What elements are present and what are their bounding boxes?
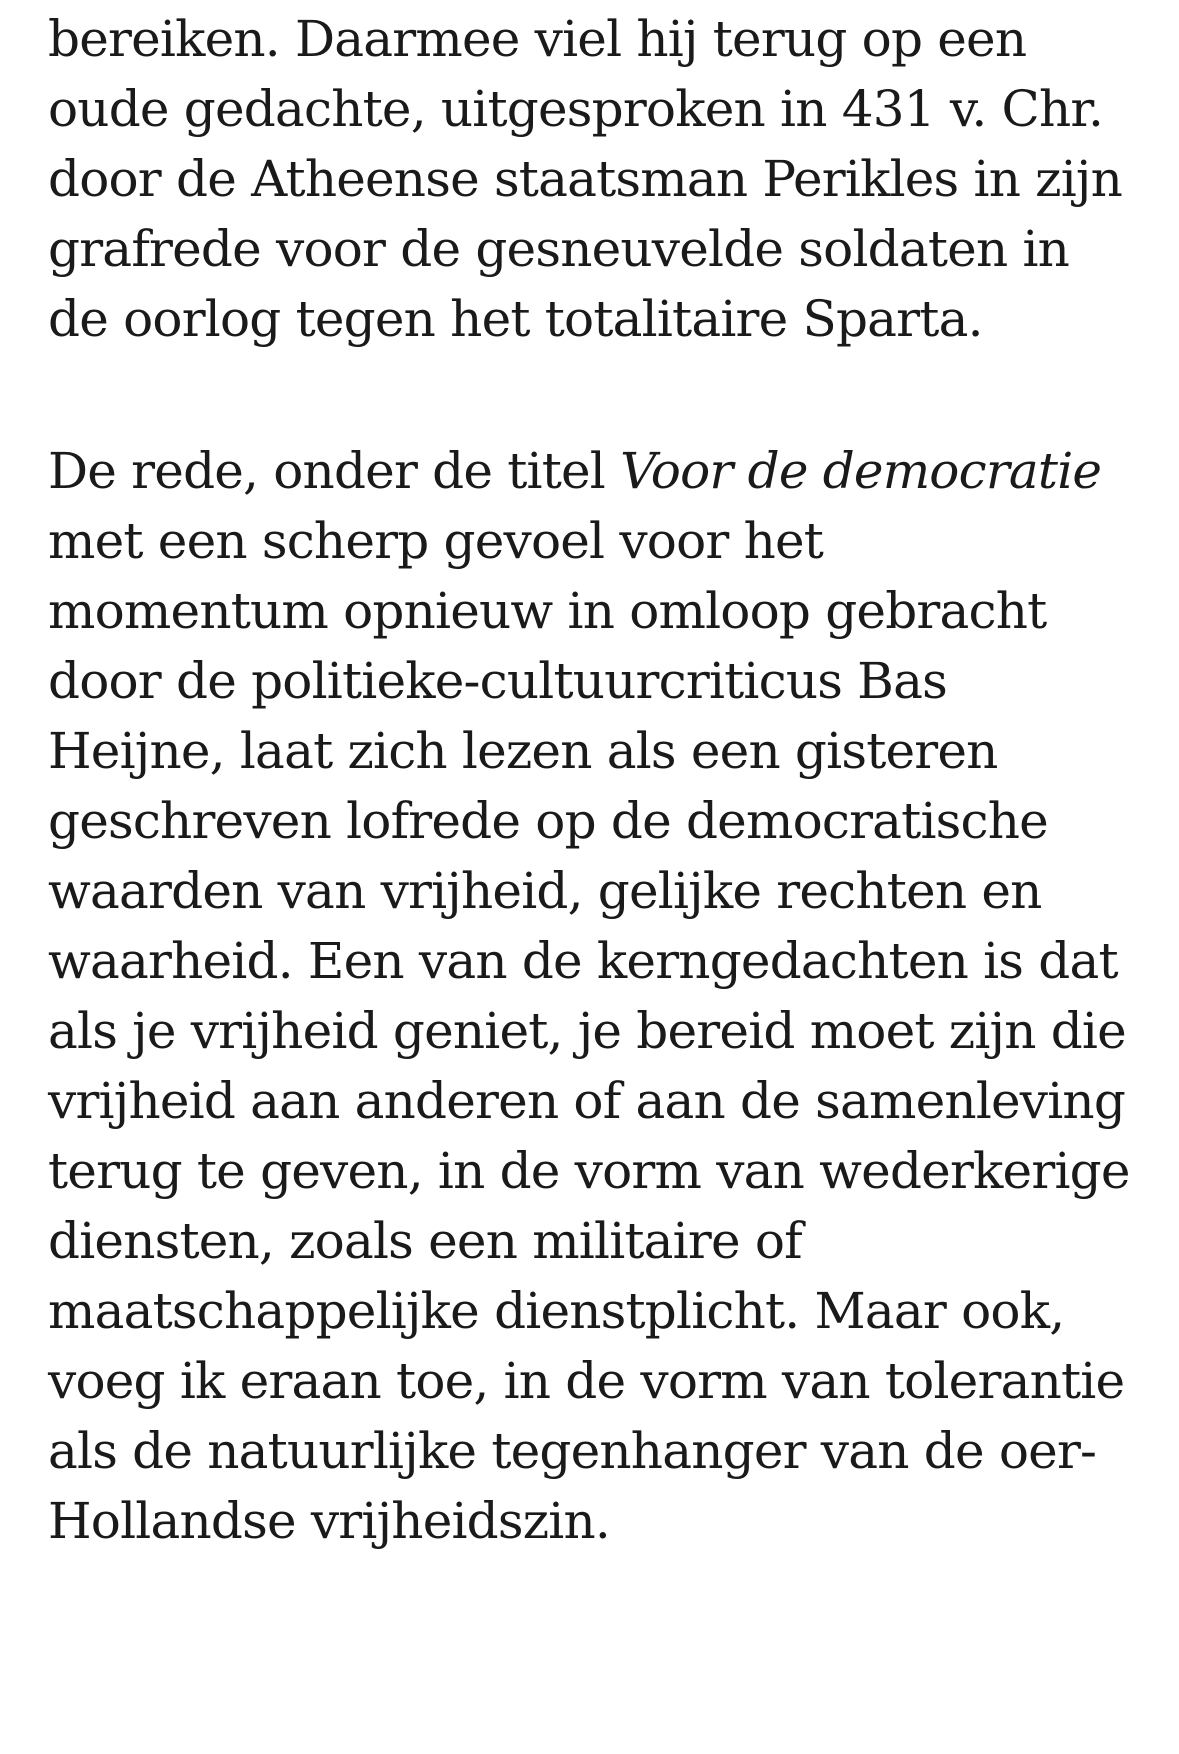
text-line: waarden van vrijheid, gelijke rechten en [48, 862, 1042, 920]
book-title: Voor de democratie [620, 442, 1102, 500]
text-line: momentum opnieuw in omloop gebracht [48, 582, 1047, 640]
text-line: waarheid. Een van de kerngedachten is dat [48, 932, 1118, 990]
text-line: voeg ik eraan toe, in de vorm van tolerantie [48, 1352, 1125, 1410]
text-line: Heijne, laat zich lezen als een gisteren [48, 722, 998, 780]
text-line: diensten, zoals een militaire of [48, 1212, 802, 1270]
text-segment: De rede, onder de titel [48, 442, 621, 500]
text-line: door de politieke-cultuurcriticus Bas [48, 652, 947, 710]
text-line: oude gedachte, uitgesproken in 431 v. Chr. [48, 80, 1104, 138]
text-line-with-title [48, 432, 1101, 510]
text-line: als de natuurlijke tegenhanger van de oer- [48, 1422, 1097, 1480]
text-line: grafrede voor de gesneuvelde soldaten in [48, 220, 1070, 278]
text-line: met een scherp gevoel voor het [48, 512, 824, 570]
text-line: bereiken. Daarmee viel hij terug op een [48, 10, 1027, 68]
text-line: door de Atheense staatsman Perikles in zijn [48, 150, 1123, 208]
text-line: Hollandse vrijheidszin. [48, 1492, 610, 1550]
text-line: terug te geven, in de vorm van wederkerige [48, 1142, 1130, 1200]
text-line: als je vrijheid geniet, je bereid moet zijn die [48, 1002, 1126, 1060]
text-line: geschreven lofrede op de democratische [48, 792, 1048, 850]
text-line: de oorlog tegen het totalitaire Sparta. [48, 290, 983, 348]
text-line: maatschappelijke dienstplicht. Maar ook, [48, 1282, 1065, 1340]
text-line: vrijheid aan anderen of aan de samenleving [48, 1072, 1126, 1130]
